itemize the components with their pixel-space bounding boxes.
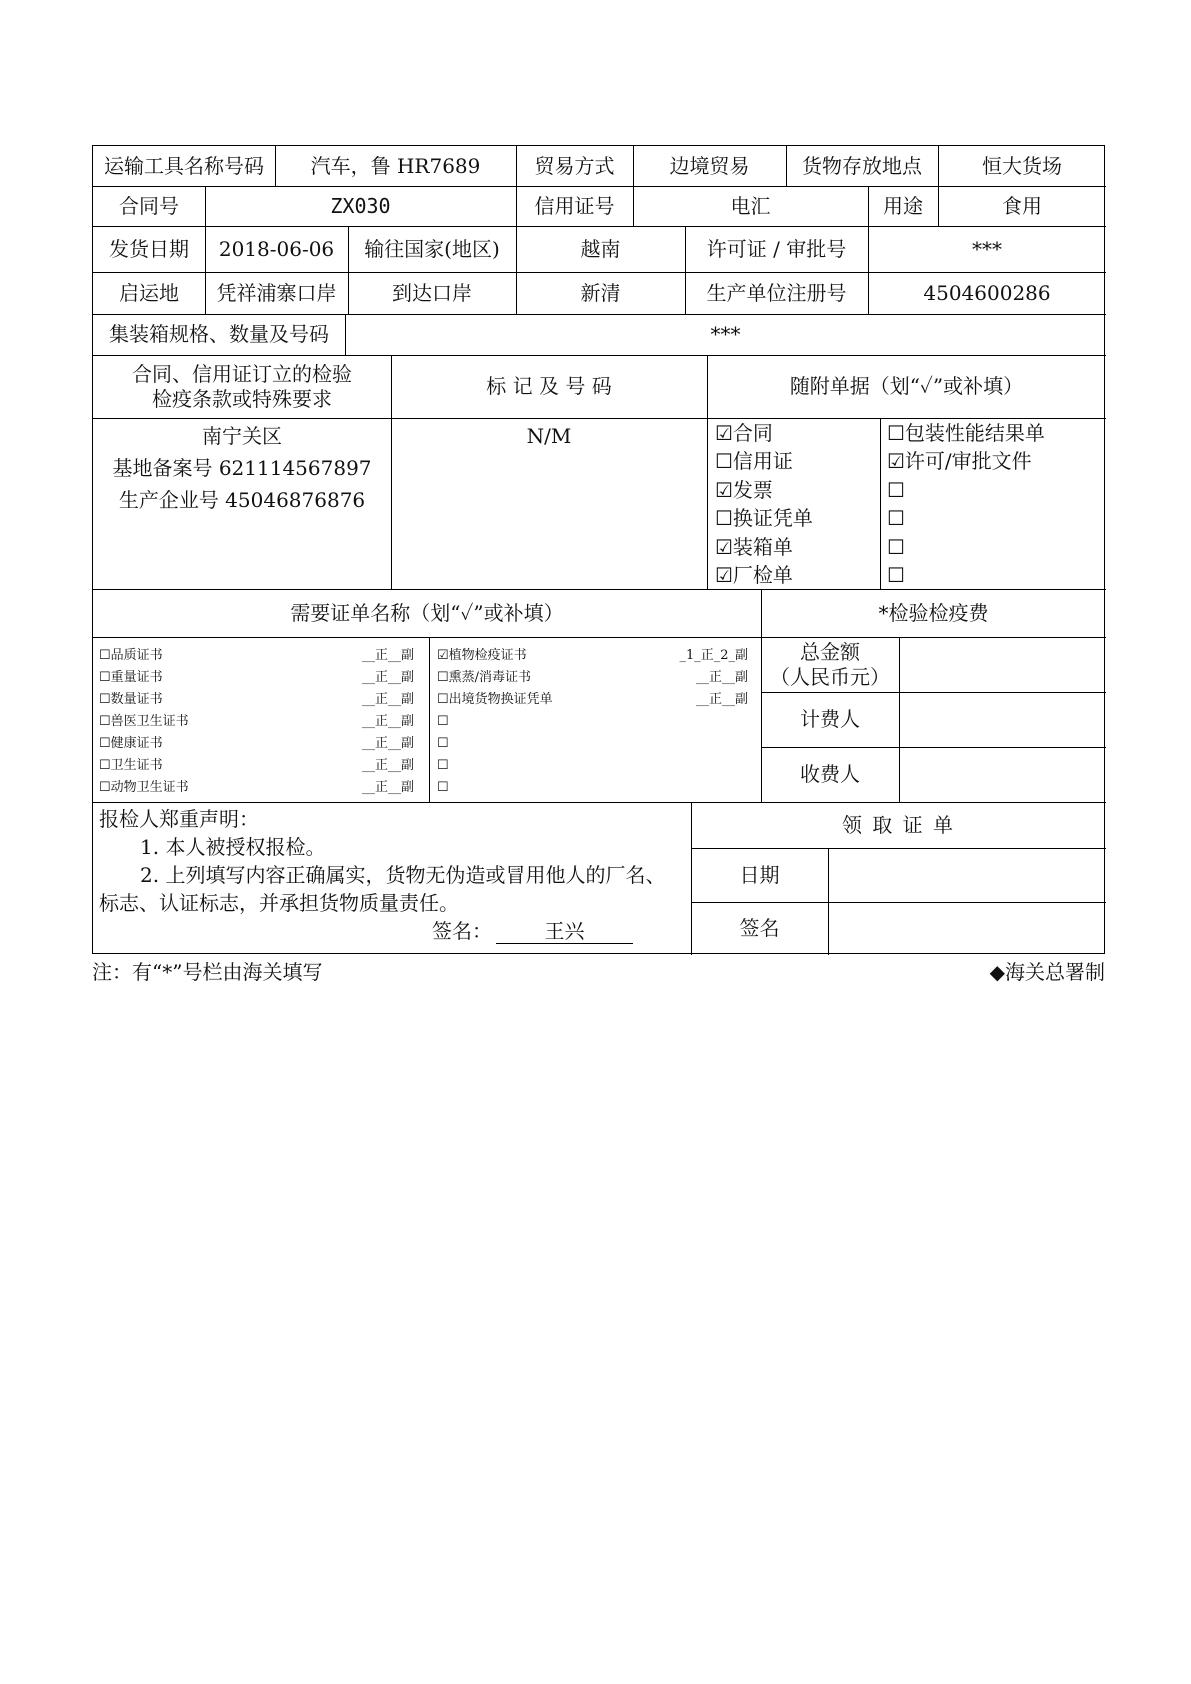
cert-phytosanitary-checkbox[interactable]: ☑植物检疫证书 bbox=[437, 648, 527, 663]
terms-label-line2: 检疫条款或特殊要求 bbox=[152, 386, 332, 411]
doc-blank-checkbox-2[interactable]: ☐ bbox=[887, 506, 905, 530]
total-amount-value[interactable] bbox=[899, 637, 1106, 692]
transport-label: 运输工具名称号码 bbox=[104, 153, 264, 178]
cert-weight-checkbox[interactable]: ☐重量证书 bbox=[99, 670, 163, 685]
origin-value[interactable]: 凭祥浦寨口岸 bbox=[216, 280, 337, 305]
total-amount-label-line1: 总金额 bbox=[800, 639, 860, 664]
collect-signature-value[interactable] bbox=[828, 902, 1106, 955]
container-label: 集装箱规格、数量及号码 bbox=[109, 322, 329, 346]
doc-contract-checkbox[interactable]: ☑合同 bbox=[715, 421, 773, 445]
destination-country-value[interactable]: 越南 bbox=[580, 236, 621, 261]
terms-line-3[interactable]: 生产企业号 45046876876 bbox=[118, 487, 366, 512]
declaration-item-2a: 2. 上列填写内容正确属实，货物无伪造或冒用他人的厂名、 bbox=[140, 863, 666, 887]
destination-country-label: 输往国家(地区) bbox=[364, 236, 500, 261]
cert-blank-checkbox-3[interactable]: ☐ bbox=[437, 758, 449, 773]
producer-reg-label: 生产单位注册号 bbox=[706, 280, 847, 305]
producer-reg-value[interactable]: 4504600286 bbox=[923, 280, 1051, 305]
cert-fumigation-copies[interactable]: __正__副 bbox=[695, 670, 748, 685]
transport-value[interactable]: 汽车，鲁 HR7689 bbox=[310, 153, 481, 178]
fee-charger-value[interactable] bbox=[899, 692, 1106, 747]
required-certs-label: 需要证单名称（划“✓”或补填） bbox=[290, 600, 564, 625]
cert-blank-checkbox-2[interactable]: ☐ bbox=[437, 736, 449, 751]
total-amount-label bbox=[761, 637, 899, 692]
cert-health-copies[interactable]: __正__副 bbox=[361, 736, 414, 751]
usage-label: 用途 bbox=[883, 193, 923, 218]
cert-veterinary-copies[interactable]: __正__副 bbox=[361, 714, 414, 729]
declaration-item-2b: 标志、认证标志，并承担货物质量责任。 bbox=[99, 891, 459, 915]
doc-blank-checkbox-1[interactable]: ☐ bbox=[887, 478, 905, 502]
cert-fumigation-checkbox[interactable]: ☐熏蒸/消毒证书 bbox=[437, 670, 532, 685]
cert-animal-health-copies[interactable]: __正__副 bbox=[361, 780, 414, 795]
declaration-item-1: 1. 本人被授权报检。 bbox=[140, 835, 326, 859]
cert-sanitary-copies[interactable]: __正__副 bbox=[361, 758, 414, 773]
trade-mode-label: 贸易方式 bbox=[534, 153, 615, 178]
cert-blank-checkbox-4[interactable]: ☐ bbox=[437, 780, 449, 795]
terms-line-2[interactable]: 基地备案号 621114567897 bbox=[112, 455, 372, 480]
storage-location-label: 货物存放地点 bbox=[802, 153, 922, 178]
marks-label: 标 记 及 号 码 bbox=[486, 374, 612, 398]
cert-quality-copies[interactable]: __正__副 bbox=[361, 648, 414, 663]
cert-quality-checkbox[interactable]: ☐品质证书 bbox=[99, 648, 163, 663]
storage-location-value[interactable]: 恒大货场 bbox=[982, 153, 1062, 178]
cert-weight-copies[interactable]: __正__副 bbox=[361, 670, 414, 685]
trade-mode-value[interactable]: 边境贸易 bbox=[669, 153, 750, 178]
cert-quantity-copies[interactable]: __正__副 bbox=[361, 692, 414, 707]
cert-quantity-checkbox[interactable]: ☐数量证书 bbox=[99, 692, 163, 707]
cert-animal-health-checkbox[interactable]: ☐动物卫生证书 bbox=[99, 780, 189, 795]
cert-exit-exchange-voucher-checkbox[interactable]: ☐出境货物换证凭单 bbox=[437, 692, 553, 707]
fee-charger-label: 计费人 bbox=[800, 707, 860, 731]
doc-invoice-checkbox[interactable]: ☑发票 bbox=[715, 478, 773, 502]
declarant-signature-label: 签名： bbox=[432, 919, 492, 943]
cert-veterinary-checkbox[interactable]: ☐兽医卫生证书 bbox=[99, 714, 189, 729]
cert-health-checkbox[interactable]: ☐健康证书 bbox=[99, 736, 163, 751]
lc-no-label: 信用证号 bbox=[534, 193, 615, 218]
permit-no-value[interactable]: *** bbox=[972, 236, 1002, 261]
doc-exchange-voucher-checkbox[interactable]: ☐换证凭单 bbox=[715, 506, 813, 530]
cert-exit-exchange-voucher-copies[interactable]: __正__副 bbox=[695, 692, 748, 707]
terms-line-1[interactable]: 南宁关区 bbox=[202, 423, 282, 448]
footer-issuer: ◆海关总署制 bbox=[989, 960, 1105, 984]
collect-certs-label: 领 取 证 单 bbox=[841, 812, 956, 837]
arrival-port-value[interactable]: 新清 bbox=[580, 280, 621, 305]
signature-underline bbox=[496, 943, 633, 944]
marks-value[interactable]: N/M bbox=[526, 423, 572, 448]
contract-no-label: 合同号 bbox=[119, 193, 179, 218]
doc-packing-list-checkbox[interactable]: ☑装箱单 bbox=[715, 535, 793, 559]
fee-collector-label: 收费人 bbox=[800, 762, 860, 786]
doc-permit-file-checkbox[interactable]: ☑许可/审批文件 bbox=[887, 449, 1032, 473]
total-amount-label-line2: （人民币元） bbox=[770, 664, 890, 689]
collect-date-value[interactable] bbox=[828, 848, 1106, 902]
inspection-fee-label: *检验检疫费 bbox=[878, 600, 989, 625]
ship-date-label: 发货日期 bbox=[109, 236, 189, 261]
ship-date-value[interactable]: 2018-06-06 bbox=[218, 236, 335, 261]
permit-no-label: 许可证 / 审批号 bbox=[706, 236, 847, 261]
doc-blank-checkbox-3[interactable]: ☐ bbox=[887, 535, 905, 559]
origin-label: 启运地 bbox=[119, 280, 179, 305]
arrival-port-label: 到达口岸 bbox=[392, 280, 472, 305]
declaration-title: 报检人郑重声明： bbox=[99, 807, 259, 831]
inspection-application-form bbox=[92, 145, 1105, 954]
declarant-signature-value[interactable]: 王兴 bbox=[544, 919, 585, 943]
doc-factory-inspection-checkbox[interactable]: ☑厂检单 bbox=[715, 563, 793, 587]
collect-signature-label: 签名 bbox=[739, 916, 780, 940]
attached-docs-label: 随附单据（划“✓”或补填） bbox=[789, 374, 1024, 398]
footer-note: 注：有“*”号栏由海关填写 bbox=[92, 960, 323, 984]
container-value[interactable]: *** bbox=[710, 322, 741, 346]
cert-phytosanitary-copies[interactable]: _1_正_2_副 bbox=[679, 648, 748, 663]
terms-label-line1: 合同、信用证订立的检验 bbox=[132, 361, 352, 386]
doc-packaging-result-checkbox[interactable]: ☐包装性能结果单 bbox=[887, 421, 1045, 445]
doc-lc-checkbox[interactable]: ☐信用证 bbox=[715, 449, 793, 473]
usage-value[interactable]: 食用 bbox=[1002, 193, 1042, 218]
cert-blank-checkbox-1[interactable]: ☐ bbox=[437, 714, 449, 729]
fee-collector-value[interactable] bbox=[899, 747, 1106, 802]
lc-no-value[interactable]: 电汇 bbox=[730, 193, 771, 218]
collect-date-label: 日期 bbox=[739, 862, 780, 887]
terms-label bbox=[93, 355, 391, 418]
contract-no-value[interactable]: ZX030 bbox=[330, 193, 391, 218]
cert-sanitary-checkbox[interactable]: ☐卫生证书 bbox=[99, 758, 163, 773]
doc-blank-checkbox-4[interactable]: ☐ bbox=[887, 563, 905, 587]
